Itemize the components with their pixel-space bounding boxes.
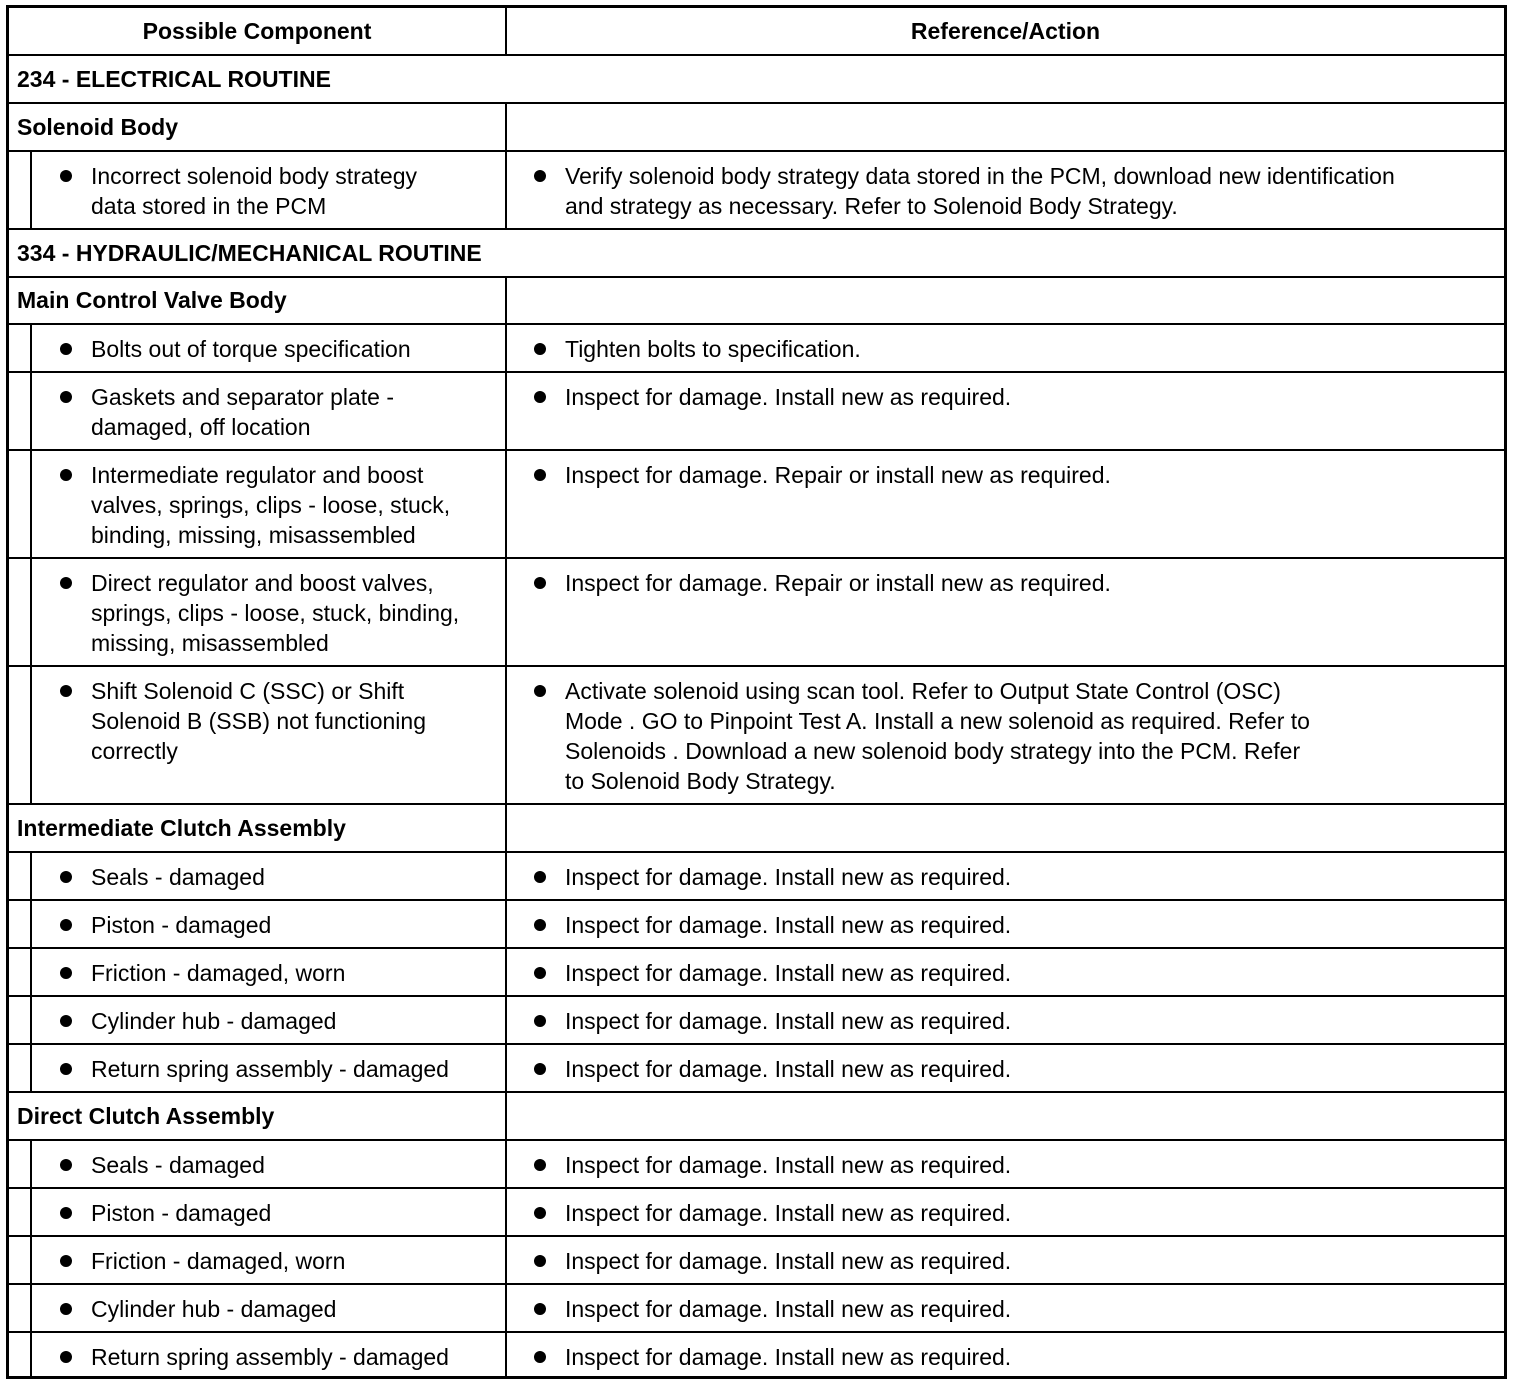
bullet-icon [60,1207,72,1219]
action-cell [507,1189,1504,1235]
bullet-icon [534,1159,546,1171]
action-cell [507,901,1504,947]
bullet-icon [534,1207,546,1219]
action-cell [507,559,1504,665]
table-row [9,667,1504,805]
component-text: Intermediate regulator and boost valves, springs, clips - loose, stuck, binding, missing, misassembled [91,462,451,548]
component-text: Cylinder hub - damaged [91,1296,337,1322]
group-title: Main Control Valve Body [17,287,287,313]
section-row [9,230,1504,278]
section-row [9,56,1504,104]
bullet-icon [534,469,546,481]
indent-cell [9,373,32,449]
component-cell [9,1333,507,1377]
bullet-icon [534,1063,546,1075]
section-title: 234 - ELECTRICAL ROUTINE [17,65,331,92]
component-text: Piston - damaged [91,912,272,938]
group-cell [9,104,507,150]
action-cell [507,667,1504,803]
bullet-icon [60,919,72,931]
component-text: Bolts out of torque specification [91,336,411,362]
bullet-icon [534,685,546,697]
bullet-icon [60,391,72,403]
bullet-icon [534,577,546,589]
table-row [9,152,1504,230]
bullet-icon [60,577,72,589]
table-row [9,1285,1504,1333]
component-cell [9,325,507,371]
bullet-icon [534,919,546,931]
action-cell [507,1285,1504,1331]
action-cell [507,853,1504,899]
component-cell [9,901,507,947]
bullet-icon [60,343,72,355]
component-text: Return spring assembly - damaged [91,1344,449,1370]
component-cell [9,1237,507,1283]
action-text: Inspect for damage. Repair or install new as required. [565,570,1111,596]
bullet-icon [60,1015,72,1027]
indent-cell [9,1237,32,1283]
group-title: Solenoid Body [17,113,178,140]
action-text: Inspect for damage. Install new as required. [565,1248,1012,1274]
action-text: Inspect for damage. Install new as required. [565,1296,1012,1322]
indent-cell [9,1141,32,1187]
action-text: Inspect for damage. Install new as required. [565,864,1012,890]
indent-cell [9,1285,32,1331]
indent-cell [9,997,32,1043]
action-cell [507,949,1504,995]
indent-cell [9,853,32,899]
group-title: Intermediate Clutch Assembly [17,814,346,841]
indent-cell [9,1045,32,1091]
diagnostic-table [6,5,1507,1379]
table-row [9,1189,1504,1237]
action-text: Activate solenoid using scan tool. Refer to Output State Control (OSC) Mode . GO to Pinpoint Test A. Install a new solenoid as required. Refer to Solenoids . Download a new solenoid body strategy into the PCM. Refer to Solenoid Body Strategy. [565,678,1310,794]
component-text: Shift Solenoid C (SSC) or Shift Solenoid B (SSB) not functioning correctly [91,678,426,764]
indent-cell [9,559,32,665]
action-text: Inspect for damage. Install new as required. [565,1008,1012,1034]
action-text: Inspect for damage. Install new as required. [565,1152,1012,1178]
bullet-icon [60,1159,72,1171]
table-row [9,325,1504,373]
component-text: Cylinder hub - damaged [91,1008,337,1034]
action-cell [507,152,1504,228]
bullet-icon [60,685,72,697]
indent-cell [9,1189,32,1235]
component-cell [9,373,507,449]
bullet-icon [534,343,546,355]
indent-cell [9,325,32,371]
table-row [9,451,1504,559]
group-cell [9,1093,507,1139]
indent-cell [9,152,32,228]
header-possible-component: Possible Component [9,8,507,54]
table-row [9,373,1504,451]
component-cell [9,451,507,557]
bullet-icon [60,967,72,979]
component-cell [9,1189,507,1235]
table-row [9,901,1504,949]
header-reference-action: Reference/Action [910,17,1101,44]
table-row [9,853,1504,901]
component-text: Seals - damaged [91,1152,265,1178]
table-row [9,1045,1504,1093]
action-cell [507,325,1504,371]
action-cell [507,1333,1504,1377]
action-text: Verify solenoid body strategy data stored in the PCM, download new identification and strategy as necessary. Refer to Solenoid Body Strategy. [565,163,1395,219]
table-row [9,1141,1504,1189]
component-cell [9,1045,507,1091]
component-cell [9,559,507,665]
component-text: Piston - damaged [91,1200,272,1226]
component-text: Return spring assembly - damaged [91,1056,449,1082]
indent-cell [9,1333,32,1377]
group-title: Direct Clutch Assembly [17,1102,275,1129]
component-text: Friction - damaged, worn [91,960,346,986]
component-cell [9,667,507,803]
table-row [9,949,1504,997]
component-text: Gaskets and separator plate - damaged, off location [91,384,394,440]
bullet-icon [534,1015,546,1027]
bullet-icon [60,469,72,481]
bullet-icon [60,1063,72,1075]
bullet-icon [60,1351,72,1363]
bullet-icon [60,170,72,182]
action-cell [507,1141,1504,1187]
group-empty-cell [507,1093,1504,1139]
group-row [9,104,1504,152]
table-row [9,1237,1504,1285]
component-text: Seals - damaged [91,864,265,890]
action-text: Inspect for damage. Install new as required. [565,912,1012,938]
indent-cell [9,949,32,995]
section-title: 334 - HYDRAULIC/MECHANICAL ROUTINE [17,239,482,266]
bullet-icon [534,871,546,883]
component-cell [9,997,507,1043]
action-cell [507,451,1504,557]
group-row [9,1093,1504,1141]
indent-cell [9,451,32,557]
action-text: Inspect for damage. Install new as required. [565,1200,1012,1226]
action-text: Inspect for damage. Install new as required. [565,960,1012,986]
group-empty-cell [507,104,1504,150]
action-cell [507,1237,1504,1283]
indent-cell [9,667,32,803]
table-row [9,1333,1504,1377]
component-text: Incorrect solenoid body strategy data stored in the PCM [91,163,418,219]
action-text: Inspect for damage. Install new as required. [565,384,1012,410]
table-row [9,559,1504,667]
group-cell [9,805,507,851]
component-cell [9,152,507,228]
component-cell [9,949,507,995]
indent-cell [9,901,32,947]
group-empty-cell [507,278,1504,323]
group-cell [9,278,507,323]
bullet-icon [534,391,546,403]
bullet-icon [534,1303,546,1315]
bullet-icon [534,1351,546,1363]
table-row [9,997,1504,1045]
table-header-row [9,8,1504,56]
bullet-icon [60,871,72,883]
bullet-icon [60,1255,72,1267]
action-text: Inspect for damage. Repair or install new as required. [565,462,1111,488]
action-text: Inspect for damage. Install new as required. [565,1344,1012,1370]
bullet-icon [60,1303,72,1315]
bullet-icon [534,1255,546,1267]
action-text: Tighten bolts to specification. [565,336,861,362]
component-cell [9,853,507,899]
group-row [9,278,1504,325]
component-cell [9,1141,507,1187]
component-text: Friction - damaged, worn [91,1248,346,1274]
action-cell [507,997,1504,1043]
action-cell [507,1045,1504,1091]
bullet-icon [534,170,546,182]
group-row [9,805,1504,853]
action-text: Inspect for damage. Install new as required. [565,1056,1012,1082]
group-empty-cell [507,805,1504,851]
component-cell [9,1285,507,1331]
bullet-icon [534,967,546,979]
action-cell [507,373,1504,449]
component-text: Direct regulator and boost valves, springs, clips - loose, stuck, binding, missing, misassembled [91,570,460,656]
